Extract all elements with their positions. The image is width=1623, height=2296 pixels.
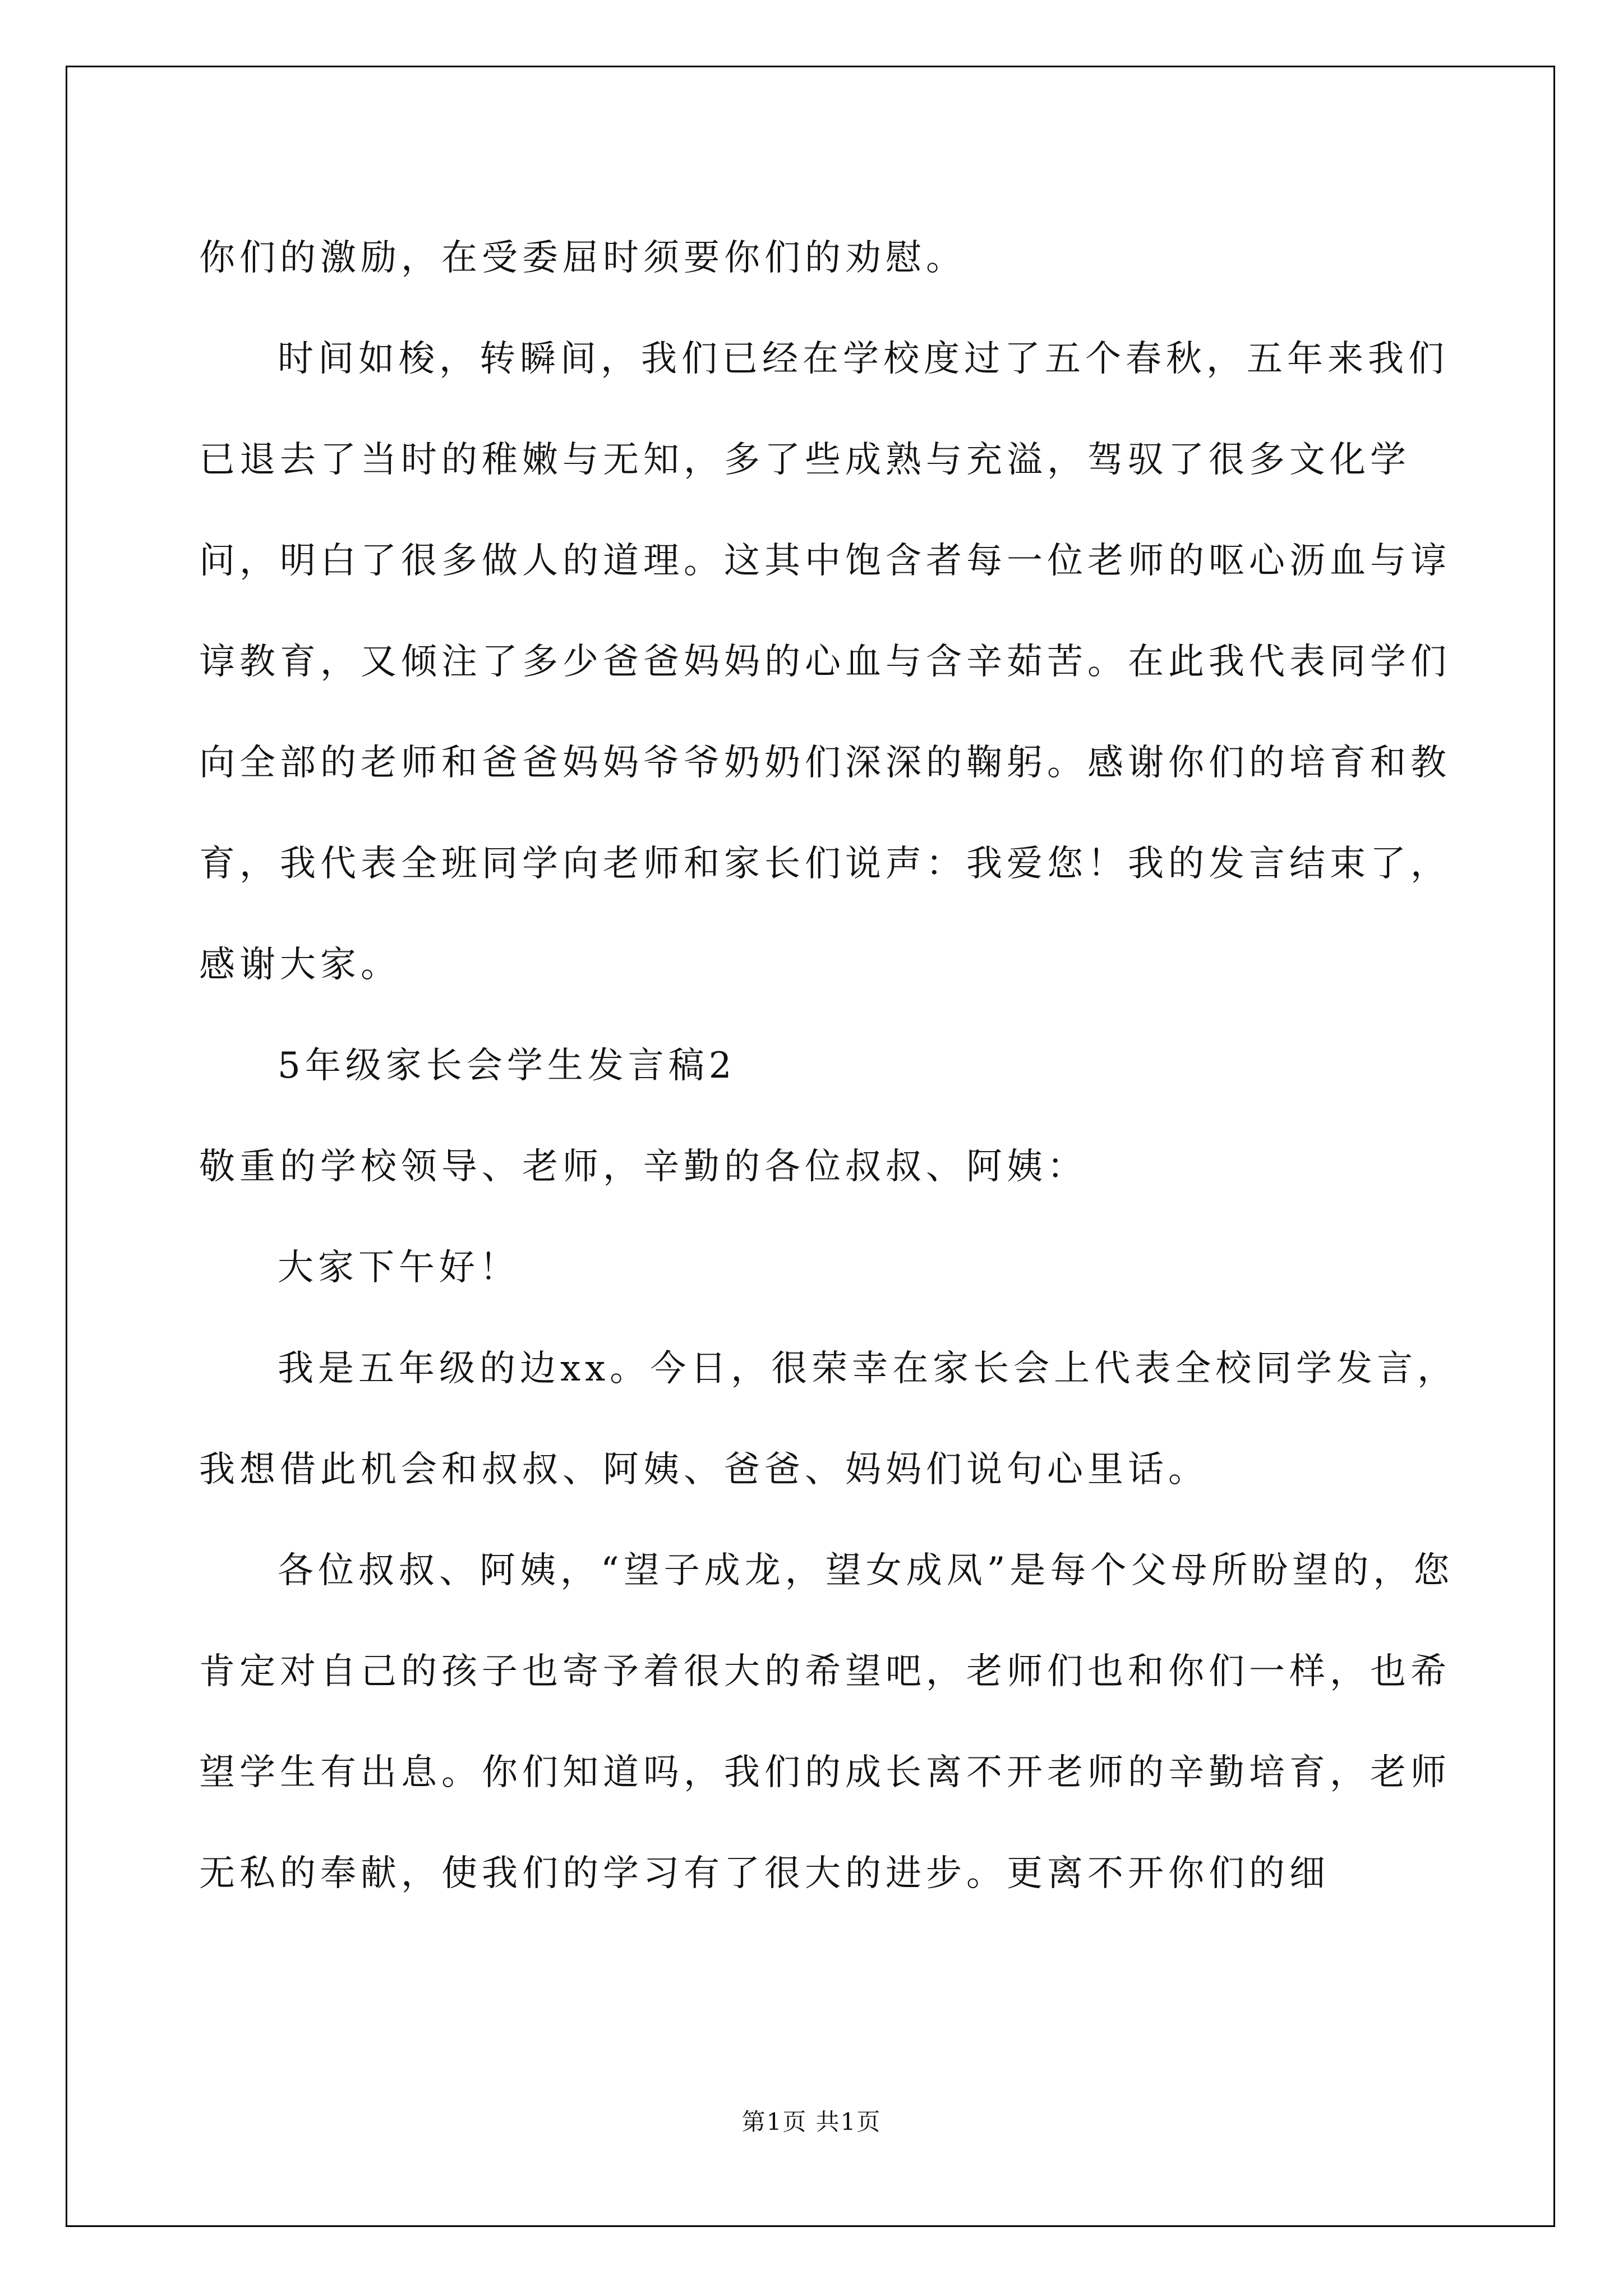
greeting: 大家下午好！ [278, 1247, 520, 1289]
paragraph-2: 时间如梭，转瞬间，我们已经在学校度过了五个春秋，五年来我们已退去了当时的稚嫩与无知，多了些成熟与充溢，驾驭了很多文化学问，明白了很多做人的道理。这其中饱含者每一位老师的呕心沥血与谆谆教育，又倾注了多少爸爸妈妈的心血与含辛茹苦。在此我代表同学们向全部的老师和爸爸妈妈爷爷奶奶们深深的鞠躬。感谢你们的培育和教育，我代表全班同学向老师和家长们说声：我爱您！我的发言结束了，感谢大家。 [199, 338, 1451, 986]
document-body [199, 208, 1472, 1924]
salutation: 敬重的学校领导、老师，辛勤的各位叔叔、阿姨： [199, 1146, 1087, 1188]
page-footer: 第1页 共1页 [741, 2108, 882, 2136]
section-title: 5年级家长会学生发言稿2 [278, 1045, 736, 1087]
paragraph-6: 我是五年级的边xx。今日，很荣幸在家长会上代表全校同学发言，我想借此机会和叔叔、阿姨、爸爸、妈妈们说句心里话。 [199, 1348, 1458, 1490]
paragraph-7: 各位叔叔、阿姨，“望子成龙，望女成凤”是每个父母所盼望的，您肯定对自己的孩子也寄予着很大的希望吧，老师们也和你们一样，也希望学生有出息。你们知道吗，我们的成长离不开老师的辛勤培育，老师无私的奉献，使我们的学习有了很大的进步。更离不开你们的细 [199, 1550, 1454, 1894]
paragraph-1: 你们的激励，在受委屈时须要你们的劝慰。 [199, 237, 966, 279]
